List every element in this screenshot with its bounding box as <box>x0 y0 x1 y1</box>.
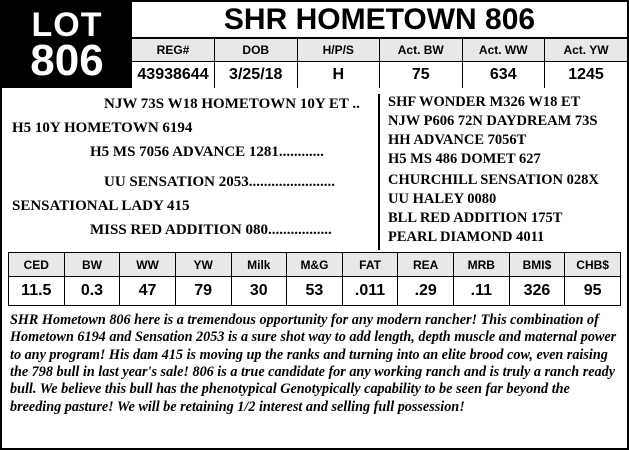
column-header-reg: REG# <box>132 39 215 62</box>
column-header-chb: CHB$ <box>565 253 621 277</box>
description-text: SHR Hometown 806 here is a tremendous opportunity for any modern rancher! This combination of Hometown 6194 and Sensation 2053 is a sure shot way to add length, depth muscle and maternal power to any program! His dam 415 is moving up the ranks and turning into an elite brood cow, even raising the 798 bull in last year's sale! 806 is a true candidate for any working ranch and is truly a ranch ready bull. We believe this bull has the phenotypical Genotypically capability to be seen far beyond the breeding pasture! We will be retaining 1/2 interest and selling full possession! <box>10 312 617 415</box>
column-header-yw: YW <box>175 253 231 277</box>
table-row <box>132 62 627 89</box>
column-header-hps: H/P/S <box>297 39 380 62</box>
column-header-ww: WW <box>120 253 176 277</box>
column-header-actyw: Act. YW <box>545 39 628 62</box>
column-header-rea: REA <box>398 253 454 277</box>
column-header-ced: CED <box>9 253 65 277</box>
value-ww: 47 <box>120 277 176 306</box>
column-header-milk: Milk <box>231 253 287 277</box>
column-header-fat: FAT <box>342 253 398 277</box>
value-actbw: 75 <box>380 62 463 89</box>
column-header-actbw: Act. BW <box>380 39 463 62</box>
dam-sire: UU SENSATION 2053....................... <box>104 174 335 190</box>
value-chb: 95 <box>565 277 621 306</box>
value-reg: 43938644 <box>137 66 209 83</box>
pedigree-sire-left <box>8 94 378 172</box>
value-milk: 30 <box>231 277 287 306</box>
lot-number: 806 <box>30 36 104 86</box>
page-title: SHR HOMETOWN 806 <box>132 2 627 39</box>
dam-grandparent-2: UU HALEY 0080 <box>388 191 497 207</box>
sire: H5 10Y HOMETOWN 6194 <box>12 120 193 136</box>
pedigree-dam-grandparents <box>378 172 621 250</box>
table-header-row <box>9 253 621 277</box>
column-header-bmi: BMI$ <box>509 253 565 277</box>
column-header-mg: M&G <box>287 253 343 277</box>
pedigree-sire-block <box>8 94 621 172</box>
table-row <box>9 277 621 306</box>
pedigree-dam-left <box>8 172 378 250</box>
sire-grandparent-2: NJW P606 72N DAYDREAM 73S <box>388 113 598 129</box>
dam-grandparent-3: BLL RED ADDITION 175T <box>388 210 563 226</box>
column-header-dob: DOB <box>215 39 298 62</box>
table-header-row <box>132 39 627 62</box>
lot-number-box <box>2 2 132 88</box>
value-bmi: 326 <box>509 277 565 306</box>
column-header-mrb: MRB <box>454 253 510 277</box>
value-dob: 3/25/18 <box>215 62 298 89</box>
epd-section <box>2 250 627 306</box>
value-fat: .011 <box>342 277 398 306</box>
value-mrb: .11 <box>454 277 510 306</box>
value-actww: 634 <box>462 62 545 89</box>
column-header-actww: Act. WW <box>462 39 545 62</box>
value-mg: 53 <box>287 277 343 306</box>
header-right <box>132 2 627 88</box>
value-hps: H <box>297 62 380 89</box>
value-actyw: 1245 <box>545 62 628 89</box>
value-ced: 11.5 <box>9 277 65 306</box>
dam-grandparent-4: PEARL DIAMOND 4011 <box>388 229 545 245</box>
value-rea: .29 <box>398 277 454 306</box>
sire-grandparent-3: HH ADVANCE 7056T <box>388 132 527 148</box>
value-yw: 79 <box>175 277 231 306</box>
dam-dam: MISS RED ADDITION 080................. <box>90 222 332 238</box>
column-header-bw: BW <box>64 253 120 277</box>
dam: SENSATIONAL LADY 415 <box>12 198 190 214</box>
value-bw: 0.3 <box>64 277 120 306</box>
pedigree-sire-grandparents <box>378 94 621 172</box>
epd-table <box>8 252 621 306</box>
header-stats-table <box>132 39 627 88</box>
sire-sire: NJW 73S W18 HOMETOWN 10Y ET .. <box>104 96 360 112</box>
sire-dam: H5 MS 7056 ADVANCE 1281............ <box>90 144 324 160</box>
sire-grandparent-4: H5 MS 486 DOMET 627 <box>388 151 541 167</box>
header <box>2 2 627 88</box>
pedigree <box>2 88 627 250</box>
dam-grandparent-1: CHURCHILL SENSATION 028X <box>388 172 599 188</box>
sire-grandparent-1: SHF WONDER M326 W18 ET <box>388 94 581 110</box>
lot-label: LOT <box>31 6 103 45</box>
pedigree-dam-block <box>8 172 621 250</box>
